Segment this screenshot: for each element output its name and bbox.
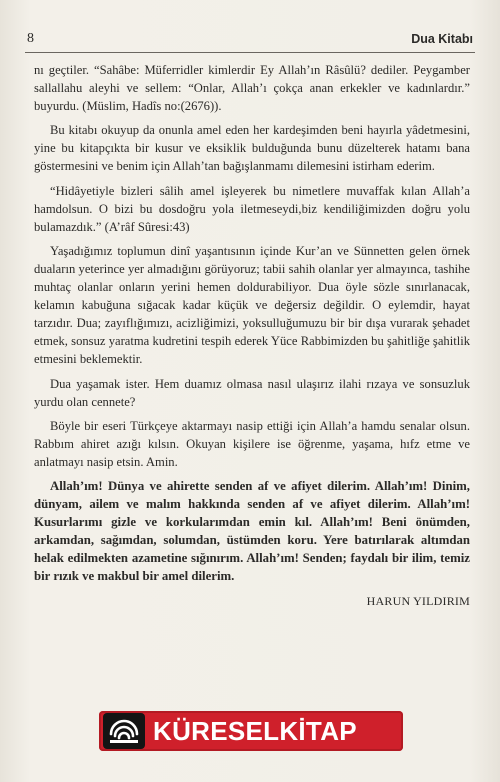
paragraph-quote: “Hidâyetiyle bizleri sâlih amel işleyerek bu nimetlere muvaffak kılan Allah’a hamdolsun. O bizi bu dosdoğru yola iletmeseydi,biz kendiliğimizden doğru yolu bulamazdık.” (A’râf Sûresi:43) xyxy=(34,183,470,234)
author-signature: HARUN YILDIRIM xyxy=(366,593,470,608)
watermark-brand: KÜRESELKİTAP xyxy=(153,716,357,746)
paragraph-continuation: nı geçtiler. “Sahâbe: Müferridler kimlerdir Ey Allah’ın Râsûlü? dediler. Peygamber sallallahu aleyhi ve sellem: “Onlar, Allah’ı çokça anan erkekler ve kadınlardır.” buyurdu. (Müslim, Hadîs no:(2676)). xyxy=(34,63,470,114)
closing-prayer: Allah’ım! Dünya ve ahirette senden af ve afiyet dilerim. Allah’ım! Dinim, dünyam, ailem ve malım hakkında senden af ve afiyet dilerim. Allah’ım! Kusurlarımı gizle ve korkularımdan emin kıl. Allah’ım! Beni önümden, arkamdan, sağımdan, solumdan, üstümden koru. Yere batırılarak altımdan helak edilmekten azametine sığınırım. Allah’ım! Senden; faydalı bir ilim, temiz bir rızık ve makbul bir amel dilerim. xyxy=(34,478,470,584)
paragraph: Yaşadığımız toplumun dinî yaşantısının içinde Kur’an ve Sünnetten gelen örnek duaların yeterince yer almadığını görüyoruz; tabii sahih olanlar yer almayınca, tashihe muhtaç olanlar onların yerini hemen doldurabiliyor. Dua öyle sözle sınırlanacak, kelamın kabuğuna sığacak kadar küçük ve değersiz değildir. O eylemdir, hayat tarzıdır. Dua; zayıflığımızı, acizliğimizi, yoksulluğumuzu bir bir dışa vurarak şehadet etmek, sonsuz yaratma kudretini tespih ederek Yüce Rabbimizden bu şahitliğe şahitlik etmesini beklemektir. xyxy=(34,243,470,367)
paragraph: Dua yaşamak ister. Hem duamız olmasa nasıl ulaşırız ilahi rızaya ve sonsuzluk yurdu olan cennete? xyxy=(34,376,470,409)
globe-logo-icon xyxy=(103,713,145,749)
paragraph: Böyle bir eseri Türkçeye aktarmayı nasip ettiği için Allah’a hamdu senalar olsun. Rabbım ahiret azığı kılsın. Okuyan kişilere ise öğrenme, yaşama, hıfz etme ve anlatmayı nasip etsin. Amin. xyxy=(34,418,470,469)
paragraph: Bu kitabı okuyup da onunla amel eden her kardeşimden beni hayırla yâdetmesini, yine bu kitapçıkta bir kusur ve eksiklik bulduğunda bunu düzelterek hatamı bana göstermesini ve benim için Allah’tan bağışlanmamı dilemesini istirham ederim. xyxy=(34,123,470,174)
page-body xyxy=(34,61,470,610)
running-title: Dua Kitabı xyxy=(411,32,473,46)
header-rule xyxy=(25,52,475,53)
page-header xyxy=(25,31,475,49)
page-number: 8 xyxy=(27,31,34,46)
